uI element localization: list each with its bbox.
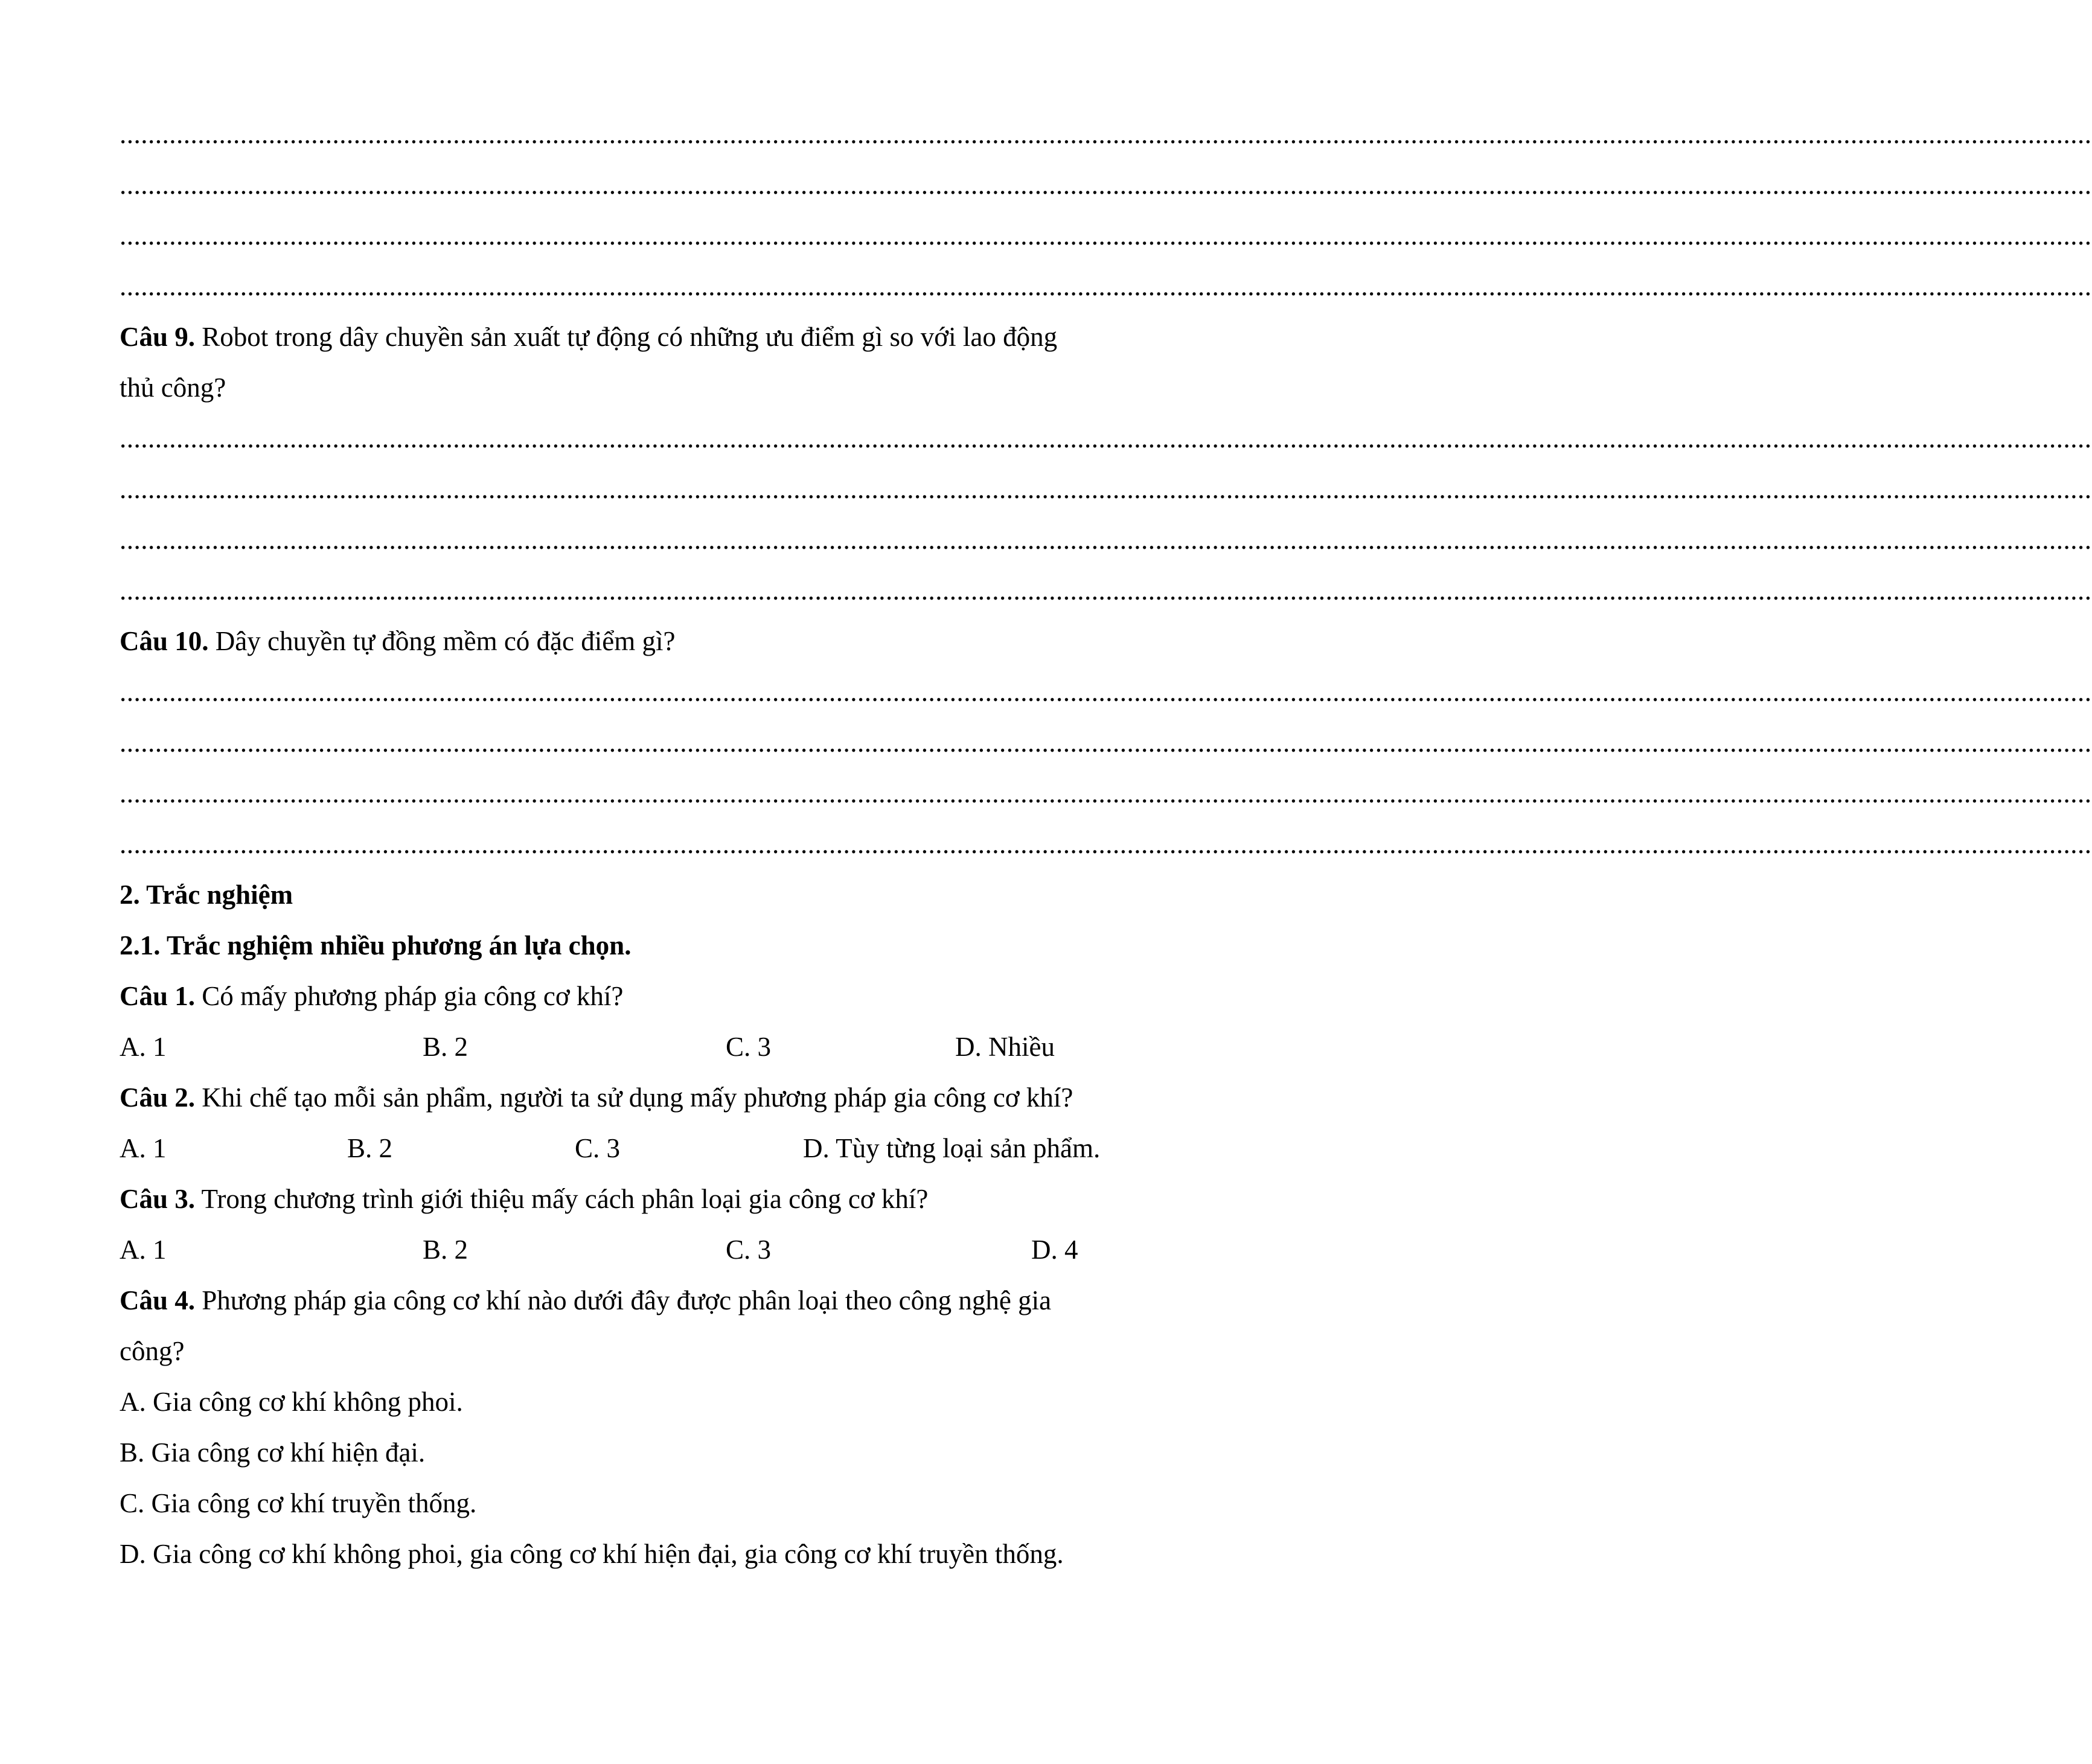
- option-a[interactable]: A. Gia công cơ khí không phoi.: [120, 1387, 463, 1417]
- answer-line[interactable]: ......................................................................................................................................................................................................................................................................................: [120, 474, 2092, 504]
- question-text: Trong chương trình giới thiệu mấy cách phân loại gia công cơ khí?: [195, 1184, 929, 1214]
- question-text: Phương pháp gia công cơ khí nào dưới đây được phân loại theo công nghệ gia: [195, 1285, 1052, 1315]
- question-label: Câu 2.: [120, 1082, 196, 1113]
- mc-question-2: [120, 1072, 1129, 1123]
- option-d[interactable]: D. Gia công cơ khí không phoi, gia công cơ khí hiện đại, gia công cơ khí truyền thống.: [120, 1539, 1064, 1569]
- option-c[interactable]: C. 3: [726, 1032, 772, 1062]
- answer-line[interactable]: ......................................................................................................................................................................................................................................................................................: [120, 575, 2092, 606]
- mc-options-2: [120, 1123, 1129, 1174]
- answer-line[interactable]: ......................................................................................................................................................................................................................................................................................: [120, 829, 2092, 859]
- worksheet-page: [120, 109, 2092, 1579]
- question-label: Câu 9.: [120, 322, 196, 352]
- option-d[interactable]: D. Nhiều: [955, 1032, 1055, 1062]
- question-label: Câu 10.: [120, 626, 209, 656]
- answer-line[interactable]: ......................................................................................................................................................................................................................................................................................: [120, 271, 2092, 301]
- question-text: Khi chế tạo mỗi sản phẩm, người ta sử dụng mấy phương pháp gia công cơ khí?: [195, 1082, 1073, 1113]
- option-b[interactable]: B. 2: [423, 1235, 469, 1265]
- option-b[interactable]: B. 2: [423, 1032, 469, 1062]
- mc-question-4-continued: công?: [120, 1336, 185, 1366]
- option-b[interactable]: B. Gia công cơ khí hiện đại.: [120, 1437, 426, 1468]
- mc-question-4: [120, 1275, 1129, 1326]
- option-a[interactable]: A. 1: [120, 1235, 167, 1265]
- mc-question-1: [120, 971, 1129, 1021]
- question-label: Câu 4.: [120, 1285, 196, 1315]
- option-b[interactable]: B. 2: [347, 1133, 393, 1163]
- answer-line[interactable]: ......................................................................................................................................................................................................................................................................................: [120, 423, 2092, 453]
- option-a[interactable]: A. 1: [120, 1032, 167, 1062]
- option-c[interactable]: C. Gia công cơ khí truyền thống.: [120, 1488, 477, 1518]
- question-label: Câu 1.: [120, 981, 196, 1011]
- answer-line[interactable]: ......................................................................................................................................................................................................................................................................................: [120, 677, 2092, 707]
- mc-options-1: [120, 1021, 1129, 1072]
- option-a[interactable]: A. 1: [120, 1133, 167, 1163]
- question-9-continued: thủ công?: [120, 372, 226, 403]
- answer-line[interactable]: ......................................................................................................................................................................................................................................................................................: [120, 119, 2092, 149]
- option-d[interactable]: D. 4: [1031, 1235, 1078, 1265]
- answer-line[interactable]: ......................................................................................................................................................................................................................................................................................: [120, 778, 2092, 808]
- section-title: 2. Trắc nghiệm: [120, 880, 293, 910]
- option-c[interactable]: C. 3: [726, 1235, 772, 1265]
- mc-question-3: [120, 1174, 1129, 1224]
- answer-line[interactable]: ......................................................................................................................................................................................................................................................................................: [120, 525, 2092, 555]
- mc-options-3: [120, 1224, 1129, 1275]
- section-subtitle: 2.1. Trắc nghiệm nhiều phương án lựa chọn.: [120, 930, 632, 960]
- answer-line[interactable]: ......................................................................................................................................................................................................................................................................................: [120, 727, 2092, 758]
- question-text: Dây chuyền tự đồng mềm có đặc điểm gì?: [208, 626, 676, 656]
- question-text: Có mấy phương pháp gia công cơ khí?: [195, 981, 624, 1011]
- question-9: [120, 312, 1129, 362]
- option-c[interactable]: C. 3: [575, 1133, 621, 1163]
- question-10: [120, 616, 1129, 666]
- answer-line[interactable]: ......................................................................................................................................................................................................................................................................................: [120, 220, 2092, 251]
- answer-line[interactable]: ......................................................................................................................................................................................................................................................................................: [120, 170, 2092, 200]
- option-d[interactable]: D. Tùy từng loại sản phẩm.: [803, 1133, 1101, 1163]
- question-text: Robot trong dây chuyền sản xuất tự động có những ưu điểm gì so với lao động: [195, 322, 1058, 352]
- question-label: Câu 3.: [120, 1184, 196, 1214]
